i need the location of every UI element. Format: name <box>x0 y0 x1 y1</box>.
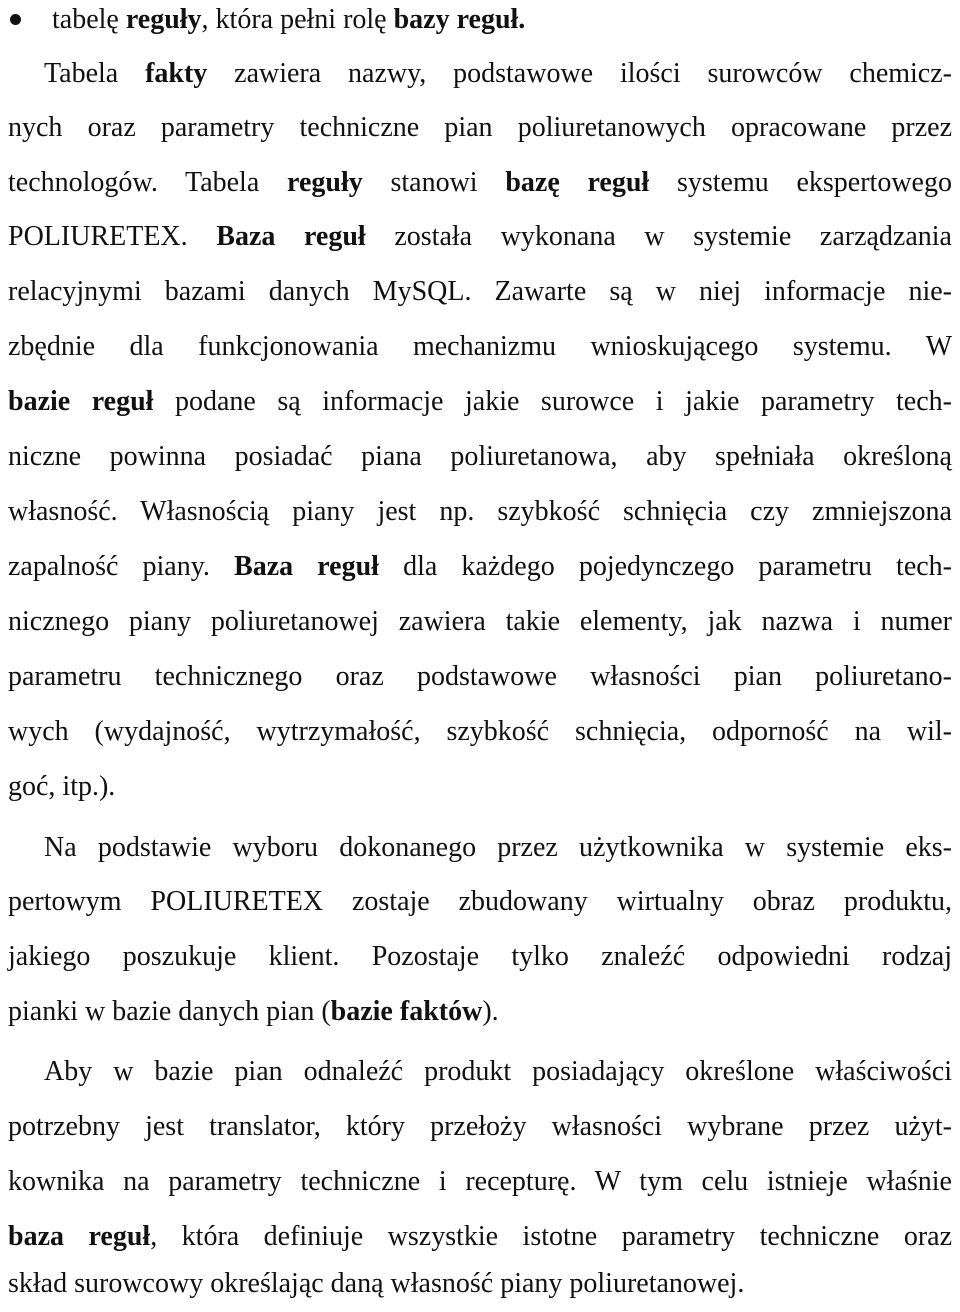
text-segment: Tabela <box>44 58 146 89</box>
text-segment: relacyjnymi bazami danych MySQL. Zawarte są w niej informacje nie- <box>8 276 952 307</box>
p1-line-7 <box>8 437 952 477</box>
text-segment: jakiego poszukuje klient. Pozostaje tylko znaleźć odpowiedni rodzaj <box>8 941 952 972</box>
text-segment: została wykonana w systemie zarządzania <box>365 221 952 252</box>
p2-line-2 <box>8 937 952 977</box>
p1-line-9 <box>8 547 952 587</box>
p2-line-1 <box>8 882 952 922</box>
text-segment: nicznego piany poliuretanowej zawiera takie elementy, jak nazwa i numer <box>8 606 952 637</box>
p1-line-2 <box>8 163 952 203</box>
text-segment: technologów. Tabela <box>8 167 288 198</box>
text-segment: nych oraz parametry techniczne pian poliuretanowych opracowane przez <box>8 112 952 143</box>
bold-term: bazy reguł. <box>393 4 526 35</box>
p1-line-12 <box>8 712 952 752</box>
line-bullet-0 <box>52 0 952 40</box>
text-segment: zbędnie dla funkcjonowania mechanizmu wnioskującego systemu. W <box>8 331 952 362</box>
text-segment: podane są informacje jakie surowce i jakie parametry tech- <box>153 386 952 417</box>
p1-line-4 <box>8 272 952 312</box>
text-segment: , która pełni rolę <box>201 4 394 35</box>
p1-line-0 <box>44 54 952 94</box>
bold-term: reguły <box>125 4 202 35</box>
bold-term: Baza reguł <box>216 221 366 252</box>
text-segment: stanowi <box>362 167 506 198</box>
text-segment: niczne powinna posiadać piana poliuretanowa, aby spełniała określoną <box>8 441 952 472</box>
bullet-icon <box>10 14 21 25</box>
text-segment: systemu ekspertowego <box>649 167 952 198</box>
p1-line-13 <box>8 767 952 807</box>
p2-line-0 <box>44 828 952 868</box>
p1-line-8 <box>8 492 952 532</box>
bold-term: reguły <box>287 167 363 198</box>
p1-line-10 <box>8 602 952 642</box>
text-segment: kownika na parametry techniczne i recepturę. W tym celu istnieje właśnie <box>8 1166 952 1197</box>
text-segment: tabelę <box>52 4 126 35</box>
bold-term: bazie faktów <box>330 996 483 1027</box>
text-segment: parametru technicznego oraz podstawowe własności pian poliuretano- <box>8 661 952 692</box>
bold-term: bazie reguł <box>8 386 154 417</box>
text-segment: skład surowcowy określając daną własność piany poliuretanowej. <box>8 1268 745 1299</box>
bold-term: Baza reguł <box>234 551 379 582</box>
p1-line-3 <box>8 217 952 257</box>
text-segment: zawiera nazwy, podstawowe ilości surowców chemicz- <box>207 58 952 89</box>
p1-line-1 <box>8 108 952 148</box>
p1-line-5 <box>8 327 952 367</box>
text-segment: zapalność piany. <box>8 551 235 582</box>
text-segment: pertowym POLIURETEX zostaje zbudowany wirtualny obraz produktu, <box>8 886 952 917</box>
text-segment: dla każdego pojedynczego parametru tech- <box>378 551 953 582</box>
text-segment: ). <box>482 996 499 1027</box>
text-segment: pianki w bazie danych pian ( <box>8 996 331 1027</box>
p1-line-6 <box>8 382 952 422</box>
text-segment: goć, itp.). <box>8 771 116 802</box>
p1-line-11 <box>8 657 952 697</box>
text-segment: , która definiuje wszystkie istotne parametry techniczne oraz <box>150 1221 953 1252</box>
text-segment: Na podstawie wyboru dokonanego przez użytkownika w systemie eks- <box>44 832 952 863</box>
bold-term: fakty <box>145 58 208 89</box>
p3-line-0 <box>44 1052 952 1092</box>
bold-term: bazę reguł <box>505 167 650 198</box>
p3-line-3 <box>8 1217 952 1257</box>
text-segment: wych (wydajność, wytrzymałość, szybkość schnięcia, odporność na wil- <box>8 716 952 747</box>
text-segment: potrzebny jest translator, który przełoży własności wybrane przez użyt- <box>8 1111 952 1142</box>
text-segment: POLIURETEX. <box>8 221 217 252</box>
text-segment: własność. Własnością piany jest np. szybkość schnięcia czy zmniejszona <box>8 496 952 527</box>
p3-line-1 <box>8 1107 952 1147</box>
p3-line-4 <box>8 1264 952 1304</box>
text-segment: Aby w bazie pian odnaleźć produkt posiadający określone właściwości <box>44 1056 952 1087</box>
p3-line-2 <box>8 1162 952 1202</box>
p2-line-3 <box>8 992 952 1032</box>
bold-term: baza reguł <box>8 1221 151 1252</box>
